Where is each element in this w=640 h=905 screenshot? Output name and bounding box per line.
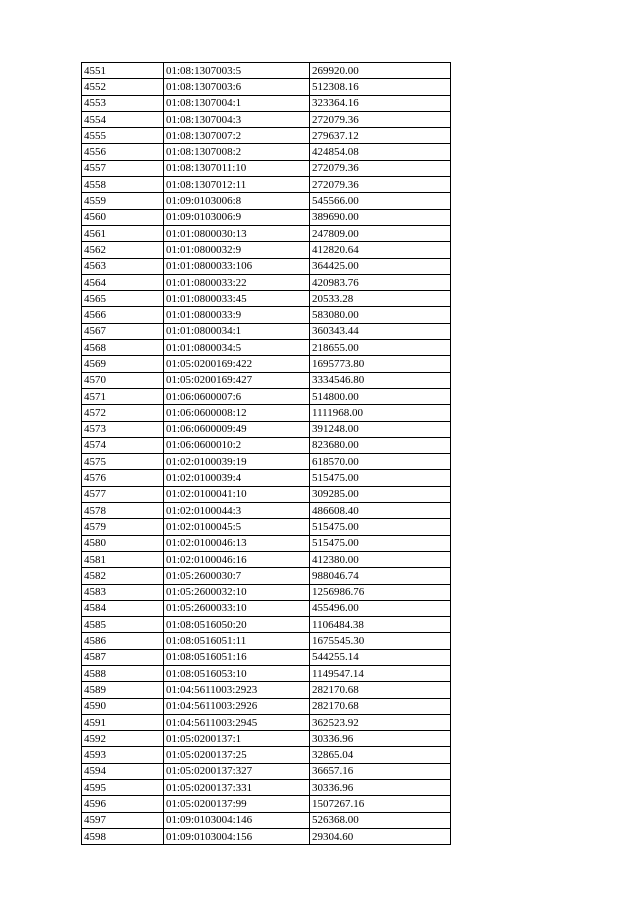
- cadastral-number-cell: 01:05:2600032:10: [164, 584, 310, 600]
- table-row: [82, 340, 451, 356]
- cadastral-number-cell: 01:08:1307003:6: [164, 79, 310, 95]
- table-row: [82, 79, 451, 95]
- value-cell: 1106484.38: [310, 617, 451, 633]
- value-cell: 30336.96: [310, 731, 451, 747]
- value-cell: 486608.40: [310, 503, 451, 519]
- table-row: [82, 780, 451, 796]
- value-cell: 391248.00: [310, 421, 451, 437]
- table-row: [82, 225, 451, 241]
- table-row: [82, 323, 451, 339]
- cadastral-number-cell: 01:08:1307007:2: [164, 128, 310, 144]
- table-row: [82, 193, 451, 209]
- table-row: [82, 242, 451, 258]
- cadastral-number-cell: 01:01:0800034:5: [164, 340, 310, 356]
- table-row: [82, 617, 451, 633]
- row-number-cell: 4592: [82, 731, 164, 747]
- value-cell: 1256986.76: [310, 584, 451, 600]
- row-number-cell: 4581: [82, 551, 164, 567]
- value-cell: 455496.00: [310, 600, 451, 616]
- row-number-cell: 4578: [82, 503, 164, 519]
- row-number-cell: 4551: [82, 63, 164, 79]
- row-number-cell: 4589: [82, 682, 164, 698]
- value-cell: 36657.16: [310, 763, 451, 779]
- table-row: [82, 568, 451, 584]
- table-row: [82, 454, 451, 470]
- cadastral-number-cell: 01:06:0600009:49: [164, 421, 310, 437]
- row-number-cell: 4591: [82, 714, 164, 730]
- value-cell: 20533.28: [310, 291, 451, 307]
- value-cell: 247809.00: [310, 225, 451, 241]
- row-number-cell: 4596: [82, 796, 164, 812]
- cadastral-number-cell: 01:02:0100041:10: [164, 486, 310, 502]
- row-number-cell: 4575: [82, 454, 164, 470]
- value-cell: 545566.00: [310, 193, 451, 209]
- value-cell: 309285.00: [310, 486, 451, 502]
- row-number-cell: 4554: [82, 111, 164, 127]
- row-number-cell: 4567: [82, 323, 164, 339]
- cadastral-number-cell: 01:09:0103006:8: [164, 193, 310, 209]
- row-number-cell: 4580: [82, 535, 164, 551]
- cadastral-number-cell: 01:05:0200137:331: [164, 780, 310, 796]
- table-row: [82, 470, 451, 486]
- cadastral-number-cell: 01:08:0516053:10: [164, 665, 310, 681]
- row-number-cell: 4584: [82, 600, 164, 616]
- cadastral-number-cell: 01:08:1307011:10: [164, 160, 310, 176]
- value-cell: 218655.00: [310, 340, 451, 356]
- value-cell: 362523.92: [310, 714, 451, 730]
- row-number-cell: 4571: [82, 388, 164, 404]
- value-cell: 515475.00: [310, 535, 451, 551]
- row-number-cell: 4566: [82, 307, 164, 323]
- row-number-cell: 4588: [82, 665, 164, 681]
- cadastral-number-cell: 01:02:0100039:4: [164, 470, 310, 486]
- row-number-cell: 4557: [82, 160, 164, 176]
- value-cell: 29304.60: [310, 828, 451, 844]
- row-number-cell: 4594: [82, 763, 164, 779]
- value-cell: 272079.36: [310, 160, 451, 176]
- value-cell: 272079.36: [310, 177, 451, 193]
- value-cell: 272079.36: [310, 111, 451, 127]
- row-number-cell: 4583: [82, 584, 164, 600]
- value-cell: 618570.00: [310, 454, 451, 470]
- value-cell: 269920.00: [310, 63, 451, 79]
- value-cell: 3334546.80: [310, 372, 451, 388]
- row-number-cell: 4573: [82, 421, 164, 437]
- cadastral-number-cell: 01:08:1307012:11: [164, 177, 310, 193]
- table-row: [82, 372, 451, 388]
- value-cell: 323364.16: [310, 95, 451, 111]
- cadastral-number-cell: 01:01:0800032:9: [164, 242, 310, 258]
- row-number-cell: 4595: [82, 780, 164, 796]
- cadastral-number-cell: 01:05:2600030:7: [164, 568, 310, 584]
- table-row: [82, 747, 451, 763]
- table-row: [82, 356, 451, 372]
- value-cell: 420983.76: [310, 274, 451, 290]
- table-row: [82, 421, 451, 437]
- table-row: [82, 812, 451, 828]
- table-row: [82, 828, 451, 844]
- value-cell: 1507267.16: [310, 796, 451, 812]
- table-row: [82, 177, 451, 193]
- table-row: [82, 388, 451, 404]
- table-row: [82, 209, 451, 225]
- table-row: [82, 763, 451, 779]
- cadastral-number-cell: 01:01:0800030:13: [164, 225, 310, 241]
- row-number-cell: 4558: [82, 177, 164, 193]
- cadastral-number-cell: 01:04:5611003:2945: [164, 714, 310, 730]
- table-row: [82, 665, 451, 681]
- row-number-cell: 4562: [82, 242, 164, 258]
- row-number-cell: 4552: [82, 79, 164, 95]
- row-number-cell: 4569: [82, 356, 164, 372]
- cadastral-number-cell: 01:05:0200137:99: [164, 796, 310, 812]
- spreadsheet-page: [81, 62, 450, 845]
- cadastral-number-cell: 01:08:1307003:5: [164, 63, 310, 79]
- records-table: [81, 62, 451, 845]
- cadastral-number-cell: 01:09:0103004:156: [164, 828, 310, 844]
- value-cell: 282170.68: [310, 682, 451, 698]
- cadastral-number-cell: 01:01:0800033:45: [164, 291, 310, 307]
- cadastral-number-cell: 01:09:0103006:9: [164, 209, 310, 225]
- cadastral-number-cell: 01:04:5611003:2926: [164, 698, 310, 714]
- value-cell: 515475.00: [310, 519, 451, 535]
- row-number-cell: 4568: [82, 340, 164, 356]
- value-cell: 823680.00: [310, 437, 451, 453]
- cadastral-number-cell: 01:01:0800033:22: [164, 274, 310, 290]
- cadastral-number-cell: 01:09:0103004:146: [164, 812, 310, 828]
- cadastral-number-cell: 01:05:0200137:327: [164, 763, 310, 779]
- cadastral-number-cell: 01:08:0516050:20: [164, 617, 310, 633]
- table-row: [82, 519, 451, 535]
- value-cell: 389690.00: [310, 209, 451, 225]
- table-row: [82, 535, 451, 551]
- cadastral-number-cell: 01:08:0516051:11: [164, 633, 310, 649]
- cadastral-number-cell: 01:05:0200169:422: [164, 356, 310, 372]
- table-row: [82, 682, 451, 698]
- cadastral-number-cell: 01:02:0100045:5: [164, 519, 310, 535]
- cadastral-number-cell: 01:02:0100046:13: [164, 535, 310, 551]
- cadastral-number-cell: 01:06:0600007:6: [164, 388, 310, 404]
- table-row: [82, 63, 451, 79]
- table-row: [82, 274, 451, 290]
- table-row: [82, 144, 451, 160]
- table-row: [82, 95, 451, 111]
- row-number-cell: 4561: [82, 225, 164, 241]
- row-number-cell: 4579: [82, 519, 164, 535]
- records-table-body: [82, 63, 451, 845]
- value-cell: 514800.00: [310, 388, 451, 404]
- value-cell: 988046.74: [310, 568, 451, 584]
- row-number-cell: 4560: [82, 209, 164, 225]
- cadastral-number-cell: 01:04:5611003:2923: [164, 682, 310, 698]
- cadastral-number-cell: 01:01:0800033:106: [164, 258, 310, 274]
- table-row: [82, 551, 451, 567]
- row-number-cell: 4590: [82, 698, 164, 714]
- table-row: [82, 731, 451, 747]
- table-row: [82, 649, 451, 665]
- value-cell: 30336.96: [310, 780, 451, 796]
- row-number-cell: 4586: [82, 633, 164, 649]
- value-cell: 32865.04: [310, 747, 451, 763]
- cadastral-number-cell: 01:01:0800034:1: [164, 323, 310, 339]
- table-row: [82, 796, 451, 812]
- row-number-cell: 4563: [82, 258, 164, 274]
- value-cell: 544255.14: [310, 649, 451, 665]
- row-number-cell: 4582: [82, 568, 164, 584]
- table-row: [82, 503, 451, 519]
- row-number-cell: 4577: [82, 486, 164, 502]
- cadastral-number-cell: 01:08:1307008:2: [164, 144, 310, 160]
- row-number-cell: 4565: [82, 291, 164, 307]
- cadastral-number-cell: 01:06:0600008:12: [164, 405, 310, 421]
- table-row: [82, 437, 451, 453]
- row-number-cell: 4587: [82, 649, 164, 665]
- cadastral-number-cell: 01:05:0200137:25: [164, 747, 310, 763]
- value-cell: 412380.00: [310, 551, 451, 567]
- table-row: [82, 584, 451, 600]
- cadastral-number-cell: 01:02:0100039:19: [164, 454, 310, 470]
- cadastral-number-cell: 01:05:0200169:427: [164, 372, 310, 388]
- row-number-cell: 4556: [82, 144, 164, 160]
- value-cell: 1675545.30: [310, 633, 451, 649]
- value-cell: 512308.16: [310, 79, 451, 95]
- value-cell: 282170.68: [310, 698, 451, 714]
- cadastral-number-cell: 01:01:0800033:9: [164, 307, 310, 323]
- table-row: [82, 633, 451, 649]
- value-cell: 1695773.80: [310, 356, 451, 372]
- cadastral-number-cell: 01:02:0100044:3: [164, 503, 310, 519]
- value-cell: 360343.44: [310, 323, 451, 339]
- table-row: [82, 111, 451, 127]
- row-number-cell: 4585: [82, 617, 164, 633]
- row-number-cell: 4598: [82, 828, 164, 844]
- value-cell: 279637.12: [310, 128, 451, 144]
- cadastral-number-cell: 01:05:0200137:1: [164, 731, 310, 747]
- row-number-cell: 4553: [82, 95, 164, 111]
- cadastral-number-cell: 01:06:0600010:2: [164, 437, 310, 453]
- table-row: [82, 714, 451, 730]
- row-number-cell: 4572: [82, 405, 164, 421]
- row-number-cell: 4564: [82, 274, 164, 290]
- cadastral-number-cell: 01:08:1307004:3: [164, 111, 310, 127]
- value-cell: 412820.64: [310, 242, 451, 258]
- row-number-cell: 4555: [82, 128, 164, 144]
- cadastral-number-cell: 01:05:2600033:10: [164, 600, 310, 616]
- cadastral-number-cell: 01:08:0516051:16: [164, 649, 310, 665]
- value-cell: 1149547.14: [310, 665, 451, 681]
- table-row: [82, 291, 451, 307]
- value-cell: 526368.00: [310, 812, 451, 828]
- table-row: [82, 405, 451, 421]
- table-row: [82, 160, 451, 176]
- value-cell: 1111968.00: [310, 405, 451, 421]
- cadastral-number-cell: 01:08:1307004:1: [164, 95, 310, 111]
- value-cell: 364425.00: [310, 258, 451, 274]
- row-number-cell: 4597: [82, 812, 164, 828]
- table-row: [82, 698, 451, 714]
- row-number-cell: 4570: [82, 372, 164, 388]
- table-row: [82, 486, 451, 502]
- value-cell: 583080.00: [310, 307, 451, 323]
- row-number-cell: 4576: [82, 470, 164, 486]
- row-number-cell: 4574: [82, 437, 164, 453]
- row-number-cell: 4559: [82, 193, 164, 209]
- value-cell: 424854.08: [310, 144, 451, 160]
- row-number-cell: 4593: [82, 747, 164, 763]
- table-row: [82, 128, 451, 144]
- value-cell: 515475.00: [310, 470, 451, 486]
- table-row: [82, 307, 451, 323]
- table-row: [82, 258, 451, 274]
- table-row: [82, 600, 451, 616]
- cadastral-number-cell: 01:02:0100046:16: [164, 551, 310, 567]
